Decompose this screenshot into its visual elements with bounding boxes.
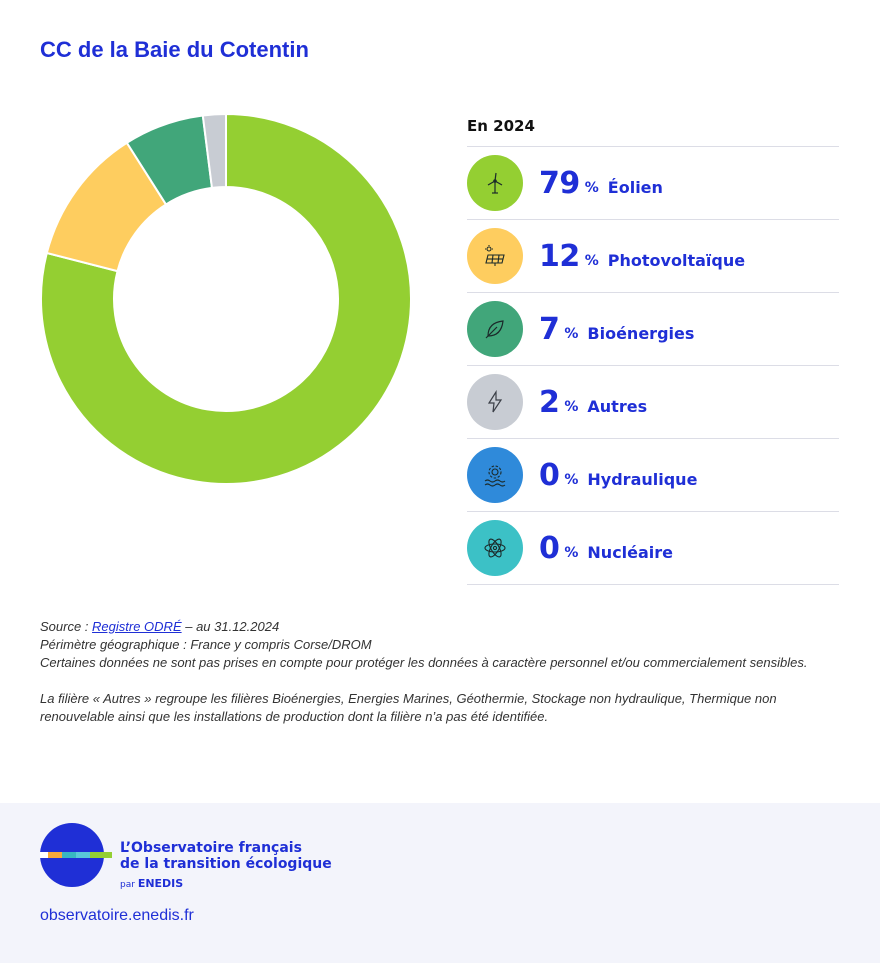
legend-value: 79: [539, 165, 580, 201]
enedis-logo-text: ENEDIS: [137, 877, 184, 890]
legend-label: Bioénergies: [587, 323, 695, 343]
percent-sign: %: [564, 399, 579, 415]
source-line: [40, 618, 840, 636]
legend-value: 0: [539, 457, 560, 493]
source-prefix: Source :: [40, 619, 93, 634]
legend-row: [467, 365, 839, 438]
legend-row: [467, 292, 839, 365]
percent-sign: %: [584, 180, 599, 196]
source-suffix: – au 31.12.2024: [181, 619, 280, 634]
footer: [0, 803, 880, 963]
lightning-icon: [467, 374, 523, 430]
legend-label: Autres: [587, 396, 648, 416]
legend: [467, 113, 839, 585]
legend-value: 2: [539, 384, 560, 420]
source-link[interactable]: Registre ODRÉ: [92, 619, 182, 634]
percent-sign: %: [564, 472, 579, 488]
percent-sign: %: [564, 545, 579, 561]
page-title: CC de la Baie du Cotentin: [40, 37, 309, 62]
brand-par-label: par: [120, 880, 135, 890]
legend-value: 12: [539, 238, 580, 274]
percent-sign: %: [584, 253, 599, 269]
brand-line-2: de la transition écologique: [120, 856, 332, 872]
brand-par: [120, 876, 332, 893]
leaf-icon: [467, 301, 523, 357]
legend-row: [467, 146, 839, 219]
legend-row: [467, 511, 839, 585]
perimeter-note: Périmètre géographique : France y compris Corse/DROM: [40, 637, 372, 652]
legend-heading: En 2024: [467, 117, 535, 135]
site-url[interactable]: observatoire.enedis.fr: [40, 907, 194, 924]
observatoire-logo-icon: [40, 823, 112, 887]
brand-line-1: L’Observatoire français: [120, 840, 302, 856]
legend-label: Hydraulique: [587, 469, 698, 489]
solar-panel-icon: [467, 228, 523, 284]
legend-row: [467, 219, 839, 292]
privacy-note: Certaines données ne sont pas prises en compte pour protéger les données à caractère personnel et/ou commercialement sensibles.: [40, 655, 808, 670]
water-gear-icon: [467, 447, 523, 503]
atom-icon: [467, 520, 523, 576]
donut-chart: [30, 103, 422, 495]
wind-turbine-icon: [467, 155, 523, 211]
legend-value: 7: [539, 311, 560, 347]
legend-row: [467, 438, 839, 511]
legend-label: Nucléaire: [587, 542, 674, 562]
others-note: La filière « Autres » regroupe les filières Bioénergies, Energies Marines, Géothermie, Stockage non hydraulique, Thermique non renouvelable ainsi que les installations de production dont la filière n’a pas été identifiée.: [40, 691, 777, 724]
notes: [40, 618, 840, 726]
legend-label: Éolien: [607, 177, 663, 197]
brand-text: [120, 840, 332, 893]
percent-sign: %: [564, 326, 579, 342]
legend-value: 0: [539, 530, 560, 566]
legend-label: Photovoltaïque: [607, 250, 746, 270]
